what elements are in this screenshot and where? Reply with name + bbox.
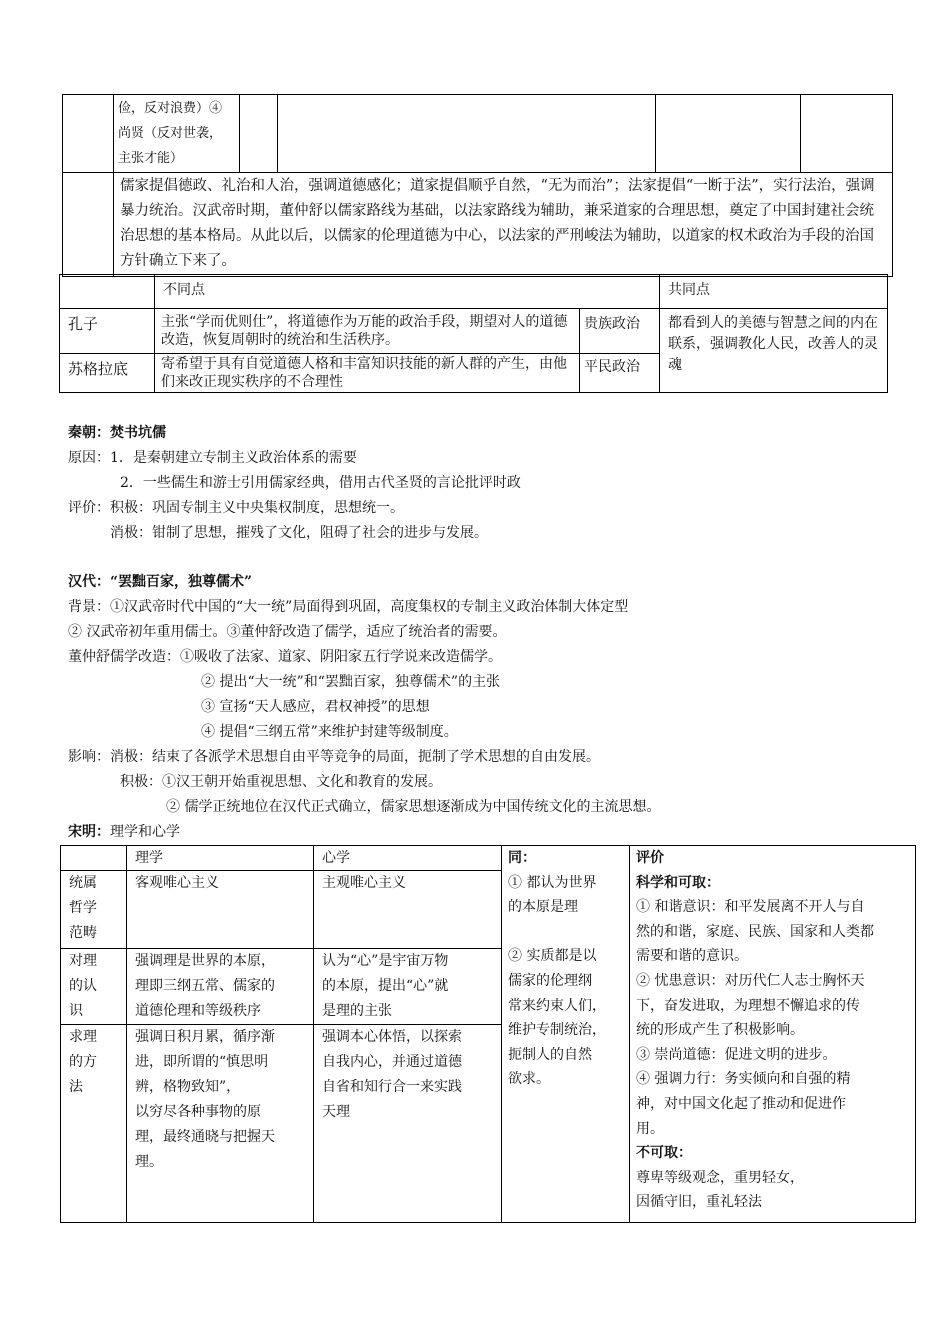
text-line: 消极：钳制了思想，摧残了文化，阻碍了社会的进步与发展。 (110, 525, 488, 541)
text-line: 的方 (69, 1054, 97, 1070)
text-line: 理，最终通晓与把握天 (135, 1129, 275, 1145)
text-line: 不可取： (636, 1145, 692, 1162)
text-line: ① 和谐意识：和平发展离不开人与自 (636, 899, 865, 916)
person-desc: 主张“学而优则仕”，将道德作为万能的政治手段，期望对人的道德改造，恢复周朝时的统治和生活秩序。 (155, 309, 580, 354)
text-line: 常来约束人们， (508, 997, 606, 1014)
text-line: 自我内心，并通过道德 (322, 1054, 462, 1070)
text-line: 影响：消极：结束了各派学术思想自由平等竞争的局面，扼制了学术思想的自由发展。 (68, 749, 600, 765)
section-title: 宋明： (68, 824, 110, 840)
empty-cell (240, 95, 278, 173)
summary-cell (114, 173, 893, 277)
text-line: ② 汉武帝初年重用儒士。③董仲舒改造了儒学，适应了统治者的需要。 (68, 624, 507, 640)
text-line: ④ 提倡“三纲五常”来维护封建等级制度。 (201, 724, 458, 740)
text-line: 对理 (69, 953, 97, 969)
row-label (61, 871, 127, 949)
text-line: ④ 强调力行：务实倾向和自强的精 (636, 1071, 851, 1088)
text-line: 范畴 (69, 925, 97, 941)
col-header: 评价 (636, 850, 664, 866)
text-line: 自省和知行合一来实践 (322, 1079, 462, 1095)
politics-type: 贵族政治 (580, 309, 660, 354)
text-line: 积极：①汉王朝开始重视思想、文化和教育的发展。 (120, 774, 442, 790)
same-cell (502, 846, 630, 1223)
col-header: 心学 (314, 846, 502, 871)
text-line: 哲学 (69, 900, 97, 916)
comparison-table (59, 274, 888, 393)
eval-cell (630, 846, 916, 1223)
text-line: 认为“心”是宇宙万物 (322, 953, 449, 969)
text-line: 下，奋发进取，为理想不懈追求的传 (636, 997, 860, 1014)
text-line: 背景：①汉武帝时代中国的“大一统”局面得到巩固，高度集权的专制主义政治体制大体定型 (68, 599, 629, 615)
text-line: 道德伦理和等级秩序 (135, 1003, 261, 1019)
text-line: 用。 (636, 1120, 664, 1137)
text-line: ① 都认为世界 (508, 874, 597, 891)
text-line: 强调日积月累，循序渐 (135, 1029, 275, 1045)
empty-cell (656, 95, 801, 173)
text-line: 俭，反对浪费）④ (118, 101, 223, 116)
text-line: 的本原，提出“心”就 (322, 978, 449, 994)
empty-cell (60, 275, 155, 309)
text-line: 统的形成产生了积极影响。 (636, 1022, 804, 1039)
text-line: 神，对中国文化起了推动和促进作 (636, 1095, 846, 1112)
lixue-cell (127, 871, 314, 949)
text-line: ③ 崇尚道德：促进文明的进步。 (636, 1046, 837, 1063)
text-line: 评价：积极：巩固专制主义中央集权制度，思想统一。 (68, 500, 404, 516)
han-section (68, 570, 660, 820)
text-line: ③ 宣扬“天人感应，君权神授”的思想 (201, 699, 430, 715)
text-line: 因循守旧，重礼轻法 (636, 1194, 762, 1211)
cell-text (114, 95, 240, 173)
xinxue-cell (314, 871, 502, 949)
empty-cell (63, 95, 114, 173)
text-line: 然的和谐，家庭、民族、国家和人类都 (636, 923, 874, 940)
songming-table (60, 845, 916, 1223)
text-line: 天理 (322, 1104, 350, 1120)
empty-cell (278, 95, 656, 173)
section-title: 秦朝：焚书坑儒 (68, 425, 166, 441)
top-continuation-table (62, 94, 893, 277)
lixue-cell (127, 949, 314, 1025)
row-label (61, 1025, 127, 1223)
text-line: 辨，格物致知”， (135, 1079, 241, 1095)
text-line: 的认 (69, 978, 97, 994)
section-title: 汉代：“罢黜百家，独尊儒术” (68, 574, 253, 590)
person-desc: 寄希望于具有自觉道德人格和丰富知识技能的新人群的产生，由他们来改正现实秩序的不合理性 (155, 354, 580, 393)
text-line: 需要和谐的意识。 (636, 948, 748, 965)
header-diff: 不同点 (155, 275, 660, 309)
text-line: ② 实质都是以 (508, 948, 597, 965)
text-line: 统属 (69, 875, 97, 891)
text-line: 以穷尽各种事物的原 (135, 1104, 261, 1120)
text-line: 强调本心体悟，以探索 (322, 1029, 462, 1045)
text-line: ② 儒学正统地位在汉代正式确立，儒家思想逐渐成为中国传统文化的主流思想。 (166, 799, 661, 815)
text-line: ② 忧患意识：对历代仁人志士胸怀天 (636, 972, 865, 989)
text-line: 原因：1．是秦朝建立专制主义政治体系的需要 (68, 450, 357, 466)
text-line: 尚贤（反对世袭， (118, 126, 223, 141)
section-subtitle: 理学和心学 (110, 824, 180, 840)
songming-title (68, 820, 180, 845)
politics-type: 平民政治 (580, 354, 660, 393)
text-line: 客观唯心主义 (135, 875, 219, 891)
row-label (61, 949, 127, 1025)
text-line: ② 提出“大一统”和“罢黜百家，独尊儒术”的主张 (201, 674, 501, 690)
xinxue-cell (314, 1025, 502, 1223)
text-line: 理即三纲五常、儒家的 (135, 978, 275, 994)
text-line: 欲求。 (508, 1071, 550, 1088)
col-header: 理学 (127, 846, 314, 871)
lixue-cell (127, 1025, 314, 1223)
person-name: 孔子 (60, 309, 155, 354)
text-line: 识 (69, 1003, 83, 1019)
text-line: 科学和可取： (636, 874, 720, 891)
person-name: 苏格拉底 (60, 354, 155, 393)
text-line: 2．一些儒生和游士引用儒家经典，借用古代圣贤的言论批评时政 (120, 475, 521, 491)
header-common: 共同点 (660, 275, 888, 309)
text-line: 尊卑等级观念，重男轻女， (636, 1169, 804, 1186)
qin-section (68, 421, 521, 546)
empty-cell (801, 95, 893, 173)
text-line: 主张才能） (118, 151, 184, 166)
text-line: 儒家的伦理纲 (508, 972, 592, 989)
xinxue-cell (314, 949, 502, 1025)
col-header: 同： (508, 850, 536, 866)
common-text: 都看到人的美德与智慧之间的内在联系，强调教化人民，改善人的灵魂 (660, 309, 888, 393)
text-line (508, 920, 623, 945)
text-line: 是理的主张 (322, 1003, 392, 1019)
text-line: 法 (69, 1079, 83, 1095)
text-line: 扼制人的自然 (508, 1046, 592, 1063)
summary-text: 儒家提倡德政、礼治和人治，强调道德感化；道家提倡顺乎自然，“无为而治”；法家提倡“一断于法”，实行法治，强调暴力统治。汉武帝时期，董仲舒以儒家路线为基础，以法家路线为辅助，兼采道家的合理思想，奠定了中国封建社会统治思想的基本格局。从此以后，以儒家的伦理道德为中心，以法家的严刑峻法为辅助，以道家的权术政治为手段的治国方针确立下来了。 (120, 178, 875, 269)
text-line: 进，即所谓的“慎思明 (135, 1054, 269, 1070)
text-line: 维护专制统治， (508, 1022, 606, 1039)
text-line: 求理 (69, 1029, 97, 1045)
text-line: 理。 (135, 1154, 163, 1170)
text-line: 主观唯心主义 (322, 875, 406, 891)
empty-cell (63, 173, 114, 277)
text-line: 的本原是理 (508, 899, 578, 916)
text-line: 董仲舒儒学改造：①吸收了法家、道家、阴阳家五行学说来改造儒学。 (68, 649, 502, 665)
text-line: 强调理是世界的本原， (135, 953, 275, 969)
empty-cell (61, 846, 127, 871)
